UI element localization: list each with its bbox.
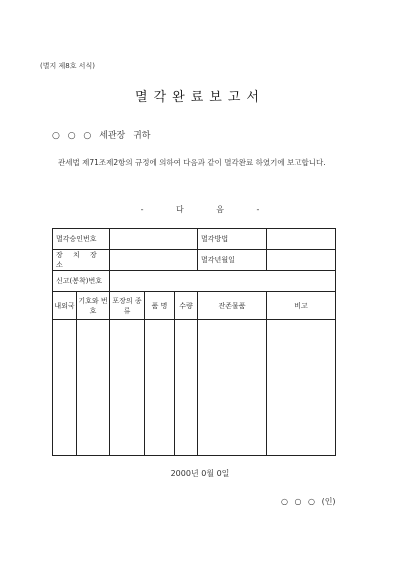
column-header: 비고 xyxy=(267,292,336,320)
storage-place-label: 장 치 장 소 xyxy=(53,250,110,271)
column-header: 포장의 종류 xyxy=(110,292,145,320)
table-cell[interactable] xyxy=(198,320,267,456)
table-cell[interactable] xyxy=(77,320,110,456)
table-cell[interactable] xyxy=(53,320,77,456)
table-row xyxy=(53,250,336,271)
column-header: 기호와 번호 xyxy=(77,292,110,320)
column-header: 내외국 xyxy=(53,292,77,320)
signature-line: ○ ○ ○ (인) xyxy=(281,497,336,506)
column-header: 품 명 xyxy=(145,292,175,320)
approval-number-value[interactable] xyxy=(110,229,198,250)
form-reference: (별지 제8호 서식) xyxy=(40,62,95,70)
method-value[interactable] xyxy=(267,229,336,250)
declaration-number-label: 신고(봉착)번호 xyxy=(53,271,110,292)
table-cell[interactable] xyxy=(267,320,336,456)
body-paragraph: 관세법 제71조제2항의 규정에 의하여 다음과 같이 멸각완료 하였기에 보고합니다. xyxy=(58,158,326,167)
column-header: 수량 xyxy=(175,292,198,320)
table-row xyxy=(53,229,336,250)
storage-place-value[interactable] xyxy=(110,250,198,271)
declaration-number-value[interactable] xyxy=(110,271,336,292)
table-cell[interactable] xyxy=(145,320,175,456)
destruction-date-value[interactable] xyxy=(267,250,336,271)
table-cell[interactable] xyxy=(110,320,145,456)
destruction-date-label: 멸각년월일 xyxy=(198,250,267,271)
approval-number-label: 멸각승인번호 xyxy=(53,229,110,250)
report-table xyxy=(52,228,336,456)
column-header-row xyxy=(53,292,336,320)
document-title: 멸각완료보고서 xyxy=(135,90,265,105)
section-heading: - 다 음 - xyxy=(140,205,260,214)
table-row xyxy=(53,271,336,292)
date-line: 2000년 0월 0일 xyxy=(170,469,230,478)
addressee-line: ○ ○ ○ 세관장 귀하 xyxy=(52,131,151,141)
method-label: 멸각방법 xyxy=(198,229,267,250)
table-body-row xyxy=(53,320,336,456)
table-cell[interactable] xyxy=(175,320,198,456)
column-header: 잔존물품 xyxy=(198,292,267,320)
